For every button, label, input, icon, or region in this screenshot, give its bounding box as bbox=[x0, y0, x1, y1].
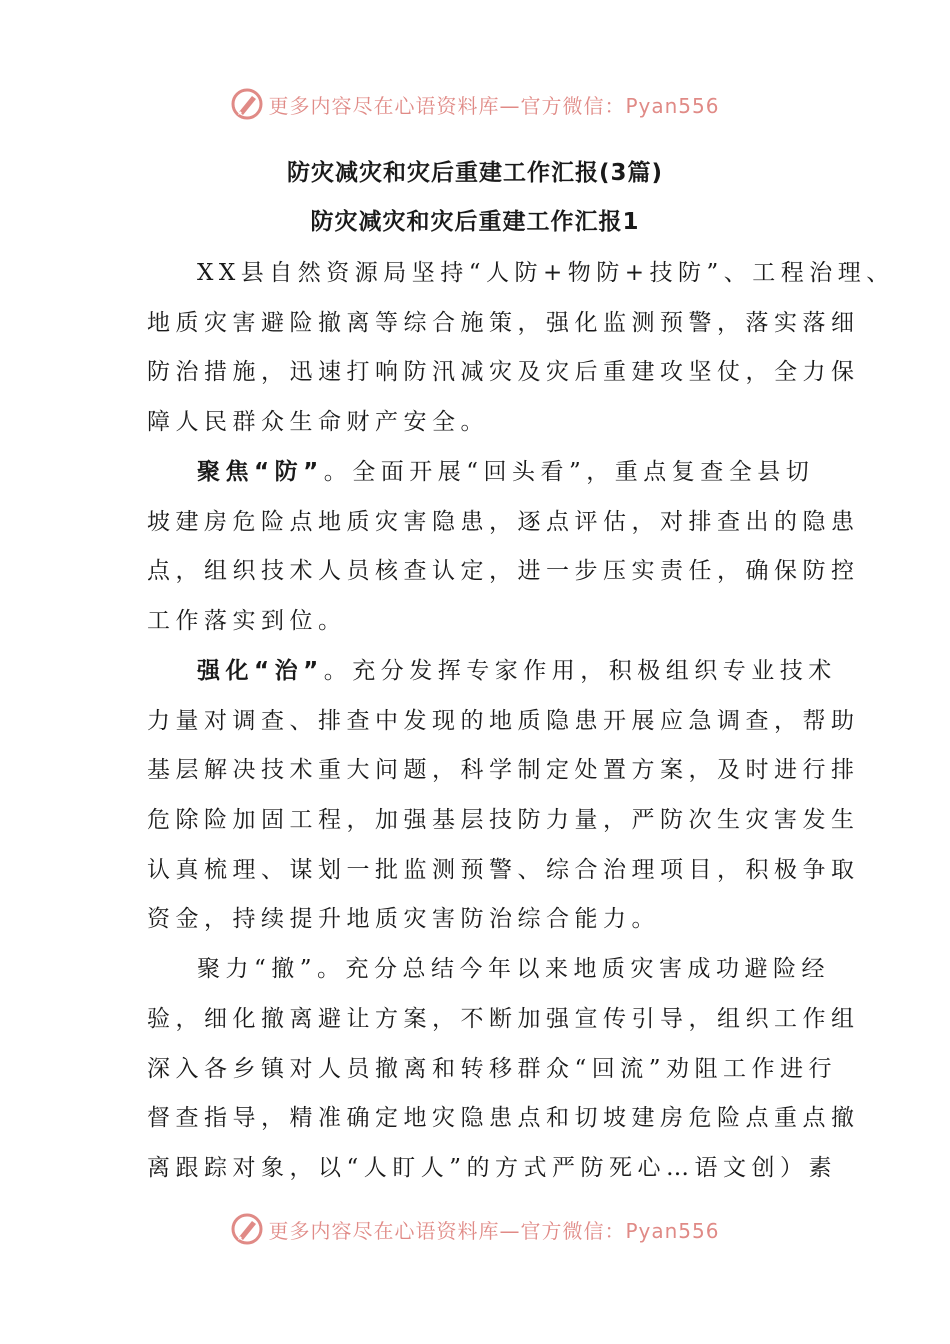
body-line: 深入各乡镇对人员撤离和转移群众“回流”劝阻工作进行 bbox=[147, 1056, 838, 1082]
paragraph-heading: 强化“治” bbox=[197, 658, 324, 684]
body-line: 离跟踪对象，以“人盯人”的方式严防死心…语文创）素 bbox=[147, 1155, 838, 1181]
watermark-text: 更多内容尽在心语资料库—官方微信：Pyan556 bbox=[268, 1218, 720, 1243]
body-line: 验，细化撤离避让方案，不断加强宣传引导，组织工作组 bbox=[147, 1006, 860, 1032]
body-line: 防治措施，迅速打响防汛减灾及灾后重建攻坚仗，全力保 bbox=[147, 359, 860, 385]
body-line: 地质灾害避险撤离等综合施策，强化监测预警，落实落细 bbox=[147, 310, 860, 336]
body-line: 资金，持续提升地质灾害防治综合能力。 bbox=[147, 906, 660, 932]
body-line: 聚焦“防”。全面开展“回头看”，重点复查全县切 bbox=[197, 459, 815, 485]
body-line: 坡建房危险点地质灾害隐患，逐点评估，对排查出的隐患 bbox=[147, 509, 860, 535]
body-line: 危除险加固工程，加强基层技防力量，严防次生灾害发生 bbox=[147, 807, 860, 833]
body-line: 点，组织技术人员核查认定，进一步压实责任，确保防控 bbox=[147, 558, 860, 584]
watermark-text: 更多内容尽在心语资料库—官方微信：Pyan556 bbox=[268, 93, 720, 118]
body-line: 聚力“撤”。充分总结今年以来地质灾害成功避险经 bbox=[197, 956, 831, 982]
body-line: 认真梳理、谋划一批监测预警、综合治理项目，积极争取 bbox=[147, 857, 860, 883]
watermark-banner-top bbox=[0, 82, 950, 126]
body-line: XX县自然资源局坚持“人防+物防+技防”、工程治理、 bbox=[197, 260, 895, 286]
body-line: 工作落实到位。 bbox=[147, 608, 347, 634]
paragraph-heading: 聚焦“防” bbox=[197, 459, 324, 485]
section-title: 防灾减灾和灾后重建工作汇报1 bbox=[310, 209, 640, 235]
body-line: 障人民群众生命财产安全。 bbox=[147, 409, 489, 435]
body-line: 督查指导，精准确定地灾隐患点和切坡建房危险点重点撤 bbox=[147, 1105, 860, 1131]
document-title: 防灾减灾和灾后重建工作汇报(3篇) bbox=[286, 160, 664, 186]
body-line: 基层解决技术重大问题，科学制定处置方案，及时进行排 bbox=[147, 757, 860, 783]
watermark-banner-bottom bbox=[0, 1207, 950, 1251]
body-line: 强化“治”。充分发挥专家作用，积极组织专业技术 bbox=[197, 658, 837, 684]
pen-seal-logo-icon bbox=[230, 1212, 264, 1246]
pen-seal-logo-icon bbox=[230, 87, 264, 121]
body-line: 力量对调查、排查中发现的地质隐患开展应急调查，帮助 bbox=[147, 708, 860, 734]
